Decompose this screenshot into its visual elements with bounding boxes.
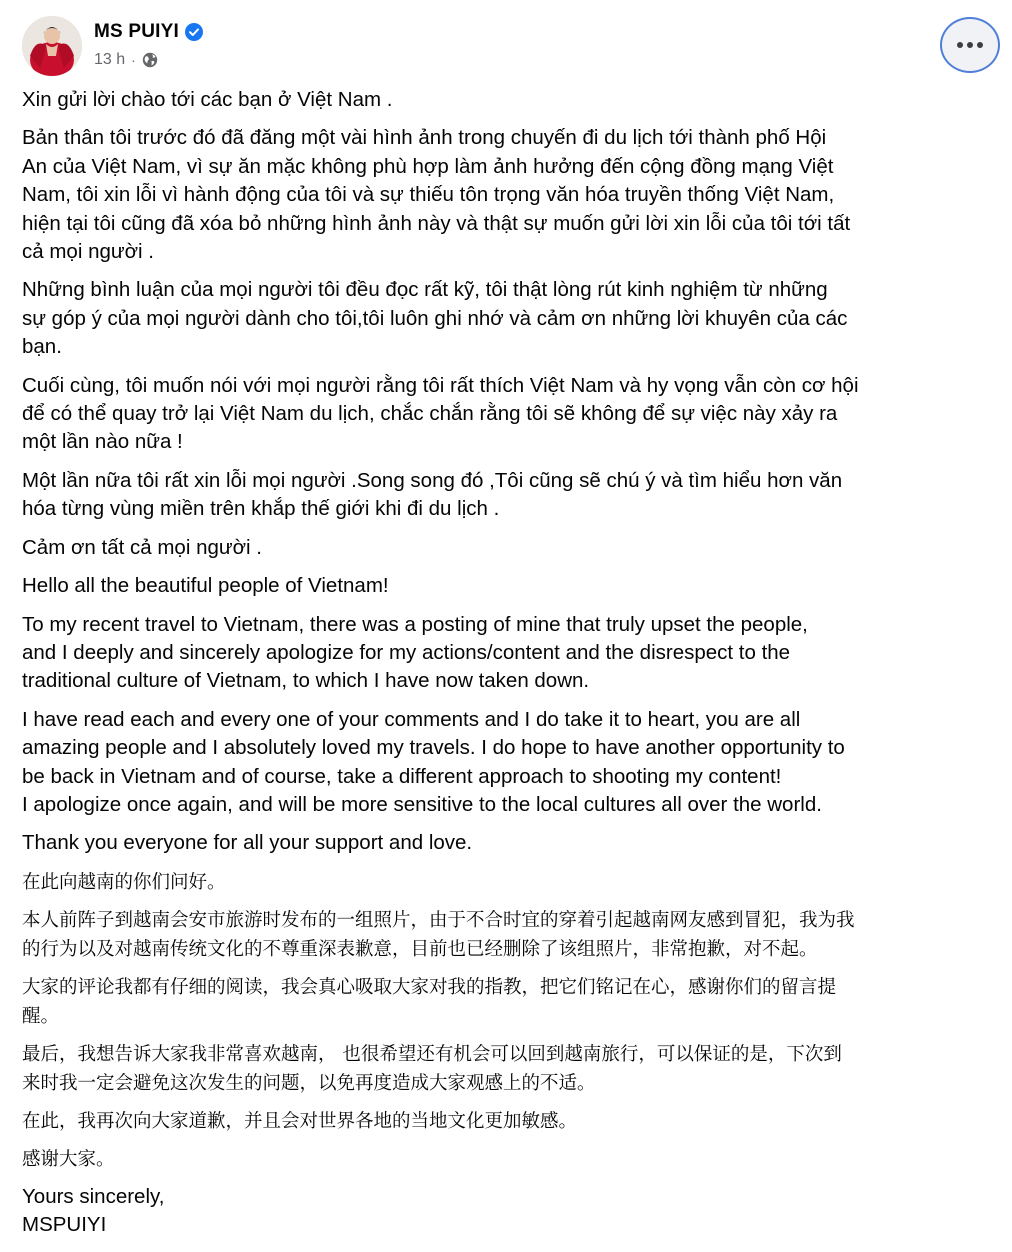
post-paragraph: 感谢大家。 bbox=[22, 1148, 115, 1170]
post-meta bbox=[94, 50, 158, 70]
post-paragraph: Cuối cùng, tôi muốn nói với mọi người rằng tôi rất thích Việt Nam và hy vọng vẫn còn cơ hội để có thể quay trở lại Việt Nam du lịch, chắc chắn rằng tôi sẽ không để sự việc này xảy ra một lần nào nữa ! bbox=[22, 373, 859, 454]
post-paragraph: Cảm ơn tất cả mọi người . bbox=[22, 535, 262, 559]
post-paragraph: Thank you everyone for all your support and love. bbox=[22, 831, 473, 855]
post-paragraph: 大家的评论我都有仔细的阅读，我会真心吸取大家对我的指教，把它们铭记在心，感谢你们的留言提 醒。 bbox=[22, 976, 837, 1027]
post-paragraph: Yours sincerely, MSPUIYI bbox=[22, 1184, 165, 1237]
post-timestamp[interactable]: 13 h bbox=[94, 51, 126, 68]
post-paragraph: Một lần nữa tôi rất xin lỗi mọi người .Song song đó ,Tôi cũng sẽ chú ý và tìm hiểu hơn văn hóa từng vùng miền trên khắp thế giới khi đi du lịch . bbox=[22, 468, 843, 521]
author-name[interactable]: MS PUIYI bbox=[94, 21, 180, 42]
avatar[interactable] bbox=[22, 16, 82, 76]
post-text bbox=[22, 86, 997, 1250]
post-paragraph: 在此，我再次向大家道歉，并且会对世界各地的当地文化更加敏感。 bbox=[22, 1110, 578, 1132]
post-paragraph: Xin gửi lời chào tới các bạn ở Việt Nam . bbox=[22, 88, 393, 111]
post-paragraph: To my recent travel to Vietnam, there was a posting of mine that truly upset the people, and I deeply and sincerely apologize for my actions/content and the disrespect to the traditional culture of Vietnam, to which I have now taken down. bbox=[22, 612, 808, 693]
post-paragraph: 最后，我想告诉大家我非常喜欢越南， 也很希望还有机会可以回到越南旅行，可以保证的是，下次到 来时我一定会避免这次发生的问题，以免再度造成大家观感上的不适。 bbox=[22, 1043, 842, 1094]
post-paragraph: Những bình luận của mọi người tôi đều đọc rất kỹ, tôi thật lòng rút kinh nghiệm từ những sự góp ý của mọi người dành cho tôi,tôi luôn ghi nhớ và cảm ơn những lời khuyên của các bạn. bbox=[22, 278, 848, 359]
post-paragraph: 在此向越南的你们问好。 bbox=[22, 871, 226, 893]
more-options-icon bbox=[957, 42, 983, 48]
post-paragraph: 本人前阵子到越南会安市旅游时发布的一组照片，由于不合时宜的穿着引起越南网友感到冒犯，我为我 的行为以及对越南传统文化的不尊重深表歉意，目前也已经删除了该组照片，非常抱歉，对不起。 bbox=[22, 909, 855, 960]
more-options-button[interactable] bbox=[940, 17, 1000, 73]
globe-icon[interactable] bbox=[142, 52, 158, 68]
post-paragraph: I have read each and every one of your comments and I do take it to heart, you are all amazing people and I absolutely loved my travels. I do hope to have another opportunity to be back in Vietnam and of course, take a different approach to shooting my content! I apologize once again, and will be more sensitive to the local cultures all over the world. bbox=[22, 707, 845, 816]
post-paragraph: Bản thân tôi trước đó đã đăng một vài hình ảnh trong chuyến đi du lịch tới thành phố Hội An của Việt Nam, vì sự ăn mặc không phù hợp làm ảnh hưởng đến cộng đồng mạng Việt Nam, tôi xin lỗi vì hành động của tôi và sự thiếu tôn trọng văn hóa truyền thống Việt Nam, hiện tại tôi cũng đã xóa bỏ những hình ảnh này và thật sự muốn gửi lời xin lỗi của tôi tới tất cả mọi người . bbox=[22, 126, 851, 264]
author-line bbox=[94, 20, 203, 44]
post-paragraph: Hello all the beautiful people of Vietnam! bbox=[22, 574, 389, 598]
post-header bbox=[22, 16, 992, 78]
verified-badge-icon bbox=[185, 23, 203, 41]
profile-photo-avatar bbox=[22, 16, 82, 76]
meta-separator: · bbox=[131, 52, 136, 68]
